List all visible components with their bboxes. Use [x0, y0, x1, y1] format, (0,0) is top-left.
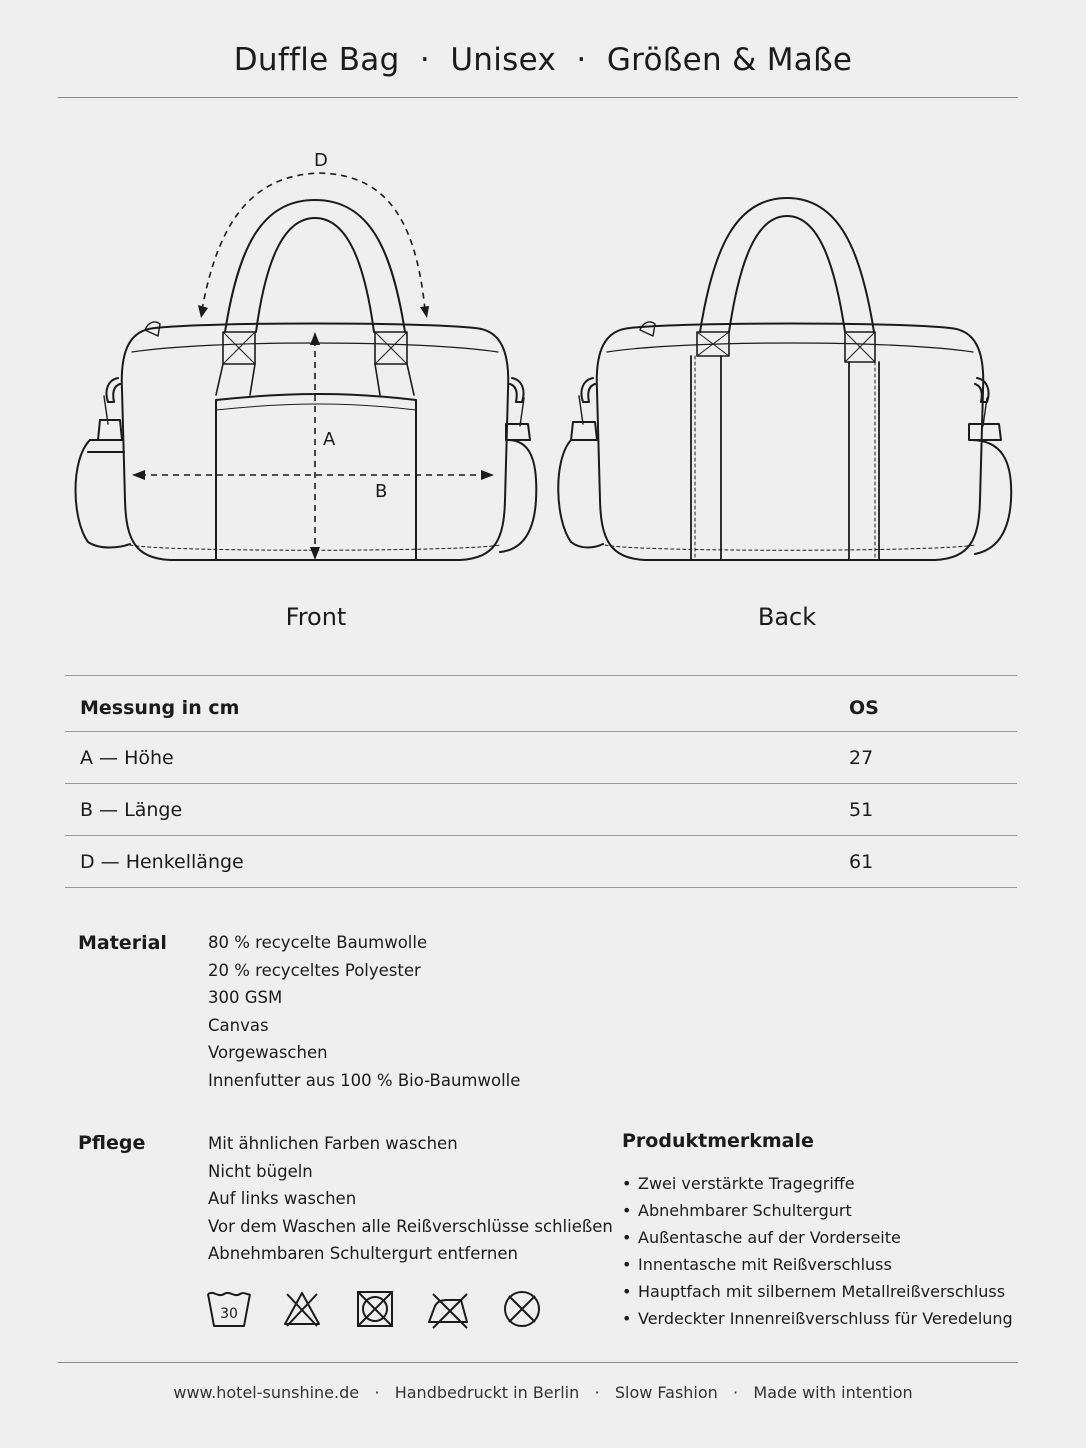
feature-text: Abnehmbarer Schultergurt — [638, 1201, 852, 1220]
list-item: Abnehmbaren Schultergurt entfernen — [208, 1244, 518, 1263]
marker-b: B — [375, 481, 388, 502]
feature-text: Verdeckter Innenreißverschluss für Veredelung — [638, 1309, 1013, 1328]
feature-text: Innentasche mit Reißverschluss — [638, 1255, 892, 1274]
back-bag-drawing — [535, 140, 1035, 580]
row-label: A — Höhe — [80, 747, 174, 769]
front-bag-drawing — [60, 140, 560, 580]
list-item: 80 % recycelte Baumwolle — [208, 933, 428, 952]
marker-d: D — [314, 150, 328, 171]
features-list — [622, 1174, 1013, 1336]
row-value: 27 — [849, 747, 874, 769]
bullet: • — [622, 1282, 632, 1301]
list-item: 300 GSM — [208, 988, 283, 1007]
wash-temperature: 30 — [220, 1306, 238, 1322]
front-view-label: Front — [285, 603, 347, 631]
bullet: • — [622, 1255, 632, 1274]
footer-text: www.hotel-sunshine.de · Handbedruckt in Berlin · Slow Fashion · Made with intention — [173, 1383, 913, 1402]
row-value: 51 — [849, 799, 874, 821]
list-item: Auf links waschen — [208, 1189, 357, 1208]
marker-a: A — [323, 429, 336, 450]
list-item — [622, 1282, 1013, 1309]
no-bleach-icon — [281, 1288, 323, 1330]
no-tumble-dry-icon — [355, 1288, 397, 1330]
column-header-size: OS — [849, 697, 879, 719]
feature-text: Außentasche auf der Vorderseite — [638, 1228, 901, 1247]
feature-text: Hauptfach mit silbernem Metallreißverschluss — [638, 1282, 1006, 1301]
header-divider — [58, 97, 1018, 98]
list-item — [622, 1228, 1013, 1255]
list-item — [622, 1309, 1013, 1336]
feature-text: Zwei verstärkte Tragegriffe — [638, 1174, 855, 1193]
care-list — [208, 1134, 613, 1272]
material-heading: Material — [78, 932, 167, 954]
column-header-measurement: Messung in cm — [80, 697, 240, 719]
back-view-label: Back — [757, 603, 817, 631]
list-item — [622, 1174, 1013, 1201]
list-item: Innenfutter aus 100 % Bio-Baumwolle — [208, 1070, 521, 1090]
bullet: • — [622, 1201, 632, 1220]
care-heading: Pflege — [78, 1132, 146, 1154]
list-item: Vorgewaschen — [208, 1043, 328, 1062]
list-item: Mit ähnlichen Farben waschen — [208, 1134, 458, 1153]
list-item: 20 % recyceltes Polyester — [208, 960, 421, 980]
bullet: • — [622, 1174, 632, 1193]
page-title: Duffle Bag · Unisex · Größen & Maße — [233, 42, 853, 78]
table-row — [65, 732, 1017, 784]
features-heading: Produktmerkmale — [622, 1130, 814, 1152]
row-label: B — Länge — [80, 799, 183, 821]
no-iron-icon — [425, 1288, 473, 1330]
bullet: • — [622, 1309, 632, 1328]
footer-divider — [58, 1362, 1018, 1363]
table-row — [65, 836, 1017, 888]
no-dry-clean-icon — [501, 1288, 543, 1330]
list-item: Nicht bügeln — [208, 1161, 313, 1181]
table-row — [65, 784, 1017, 836]
list-item — [622, 1201, 1013, 1228]
row-label: D — Henkellänge — [80, 851, 244, 873]
material-list — [208, 933, 520, 1098]
size-table — [65, 675, 1017, 888]
wash-30-icon — [205, 1288, 253, 1330]
list-item: Vor dem Waschen alle Reißverschlüsse schließen — [208, 1216, 613, 1236]
bullet: • — [622, 1228, 632, 1247]
row-value: 61 — [849, 851, 874, 873]
table-header-row — [65, 675, 1017, 732]
list-item — [622, 1255, 1013, 1282]
list-item: Canvas — [208, 1015, 269, 1035]
